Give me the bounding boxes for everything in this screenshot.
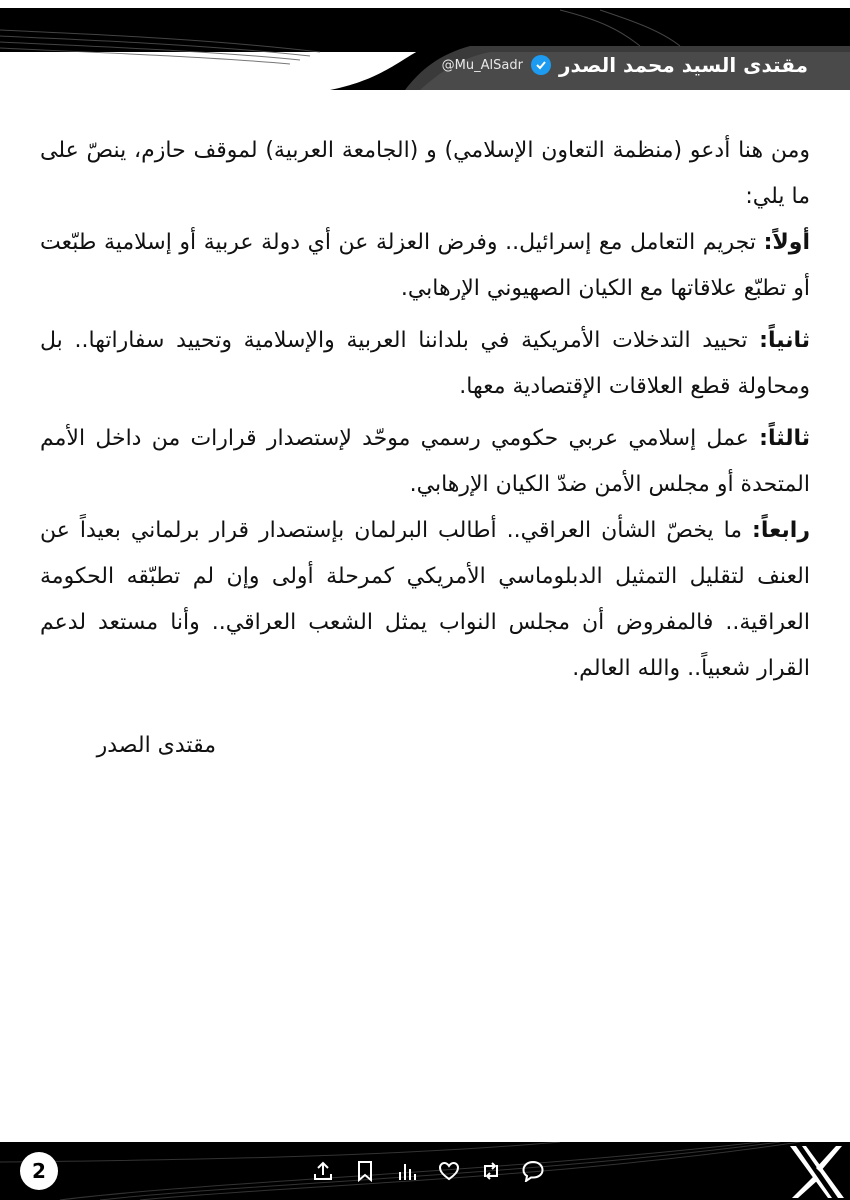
point-1-label: أولاً: — [763, 230, 810, 255]
page-number: 2 — [20, 1152, 58, 1190]
bookmark-icon[interactable] — [352, 1158, 378, 1184]
point-3-label: ثالثاً: — [759, 426, 810, 451]
point-1-text: تجريم التعامل مع إسرائيل.. وفرض العزلة عن أي دولة عربية أو إسلامية طبّعت أو تطبّع علاقاتها مع الكيان الصهيوني الإرهابي. — [40, 230, 810, 301]
reply-icon[interactable] — [520, 1158, 546, 1184]
author-name[interactable]: مقتدى السيد محمد الصدر — [558, 53, 808, 77]
author-block[interactable] — [442, 50, 808, 80]
like-icon[interactable] — [436, 1158, 462, 1184]
views-icon[interactable] — [394, 1158, 420, 1184]
share-icon[interactable] — [310, 1158, 336, 1184]
point-3-text: عمل إسلامي عربي حكومي رسمي موحّد لإستصدار قرارات من داخل الأمم المتحدة أو مجلس الأمن ضدّ الكيان الإرهابي. — [40, 426, 810, 497]
x-logo-icon — [788, 1144, 846, 1200]
verified-badge-icon — [531, 55, 551, 75]
point-4-text: ما يخصّ الشأن العراقي.. أطالب البرلمان بإستصدار قرار برلماني بعيداً عن العنف لتقليل التمثيل الدبلوماسي الأمريكي كمرحلة أولى وإن لم تطبّقه الحكومة العراقية.. فالمفروض أن مجلس النواب يمثل الشعب العراقي.. وأنا مستعد لدعم القرار شعبياً.. والله العالم. — [40, 518, 810, 681]
post-footer — [0, 1142, 850, 1200]
repost-icon[interactable] — [478, 1158, 504, 1184]
author-handle[interactable]: @Mu_AlSadr — [441, 57, 523, 73]
point-2-text: تحييد التدخلات الأمريكية في بلداننا العربية والإسلامية وتحييد سفاراتها.. بل ومحاولة قطع العلاقات الإقتصادية معها. — [40, 328, 810, 399]
point-4-label: رابعاً: — [752, 518, 810, 543]
point-2-label: ثانياً: — [759, 328, 810, 353]
point-1 — [40, 220, 810, 312]
post-header — [0, 0, 850, 90]
post-body — [40, 128, 810, 692]
action-bar — [310, 1158, 546, 1184]
signature: مقتدى الصدر — [96, 733, 216, 758]
point-2 — [40, 318, 810, 410]
point-4 — [40, 508, 810, 692]
point-3 — [40, 416, 810, 508]
intro-paragraph: ومن هنا أدعو (منظمة التعاون الإسلامي) و (الجامعة العربية) لموقف حازم، ينصّ على ما يلي: — [40, 138, 810, 209]
